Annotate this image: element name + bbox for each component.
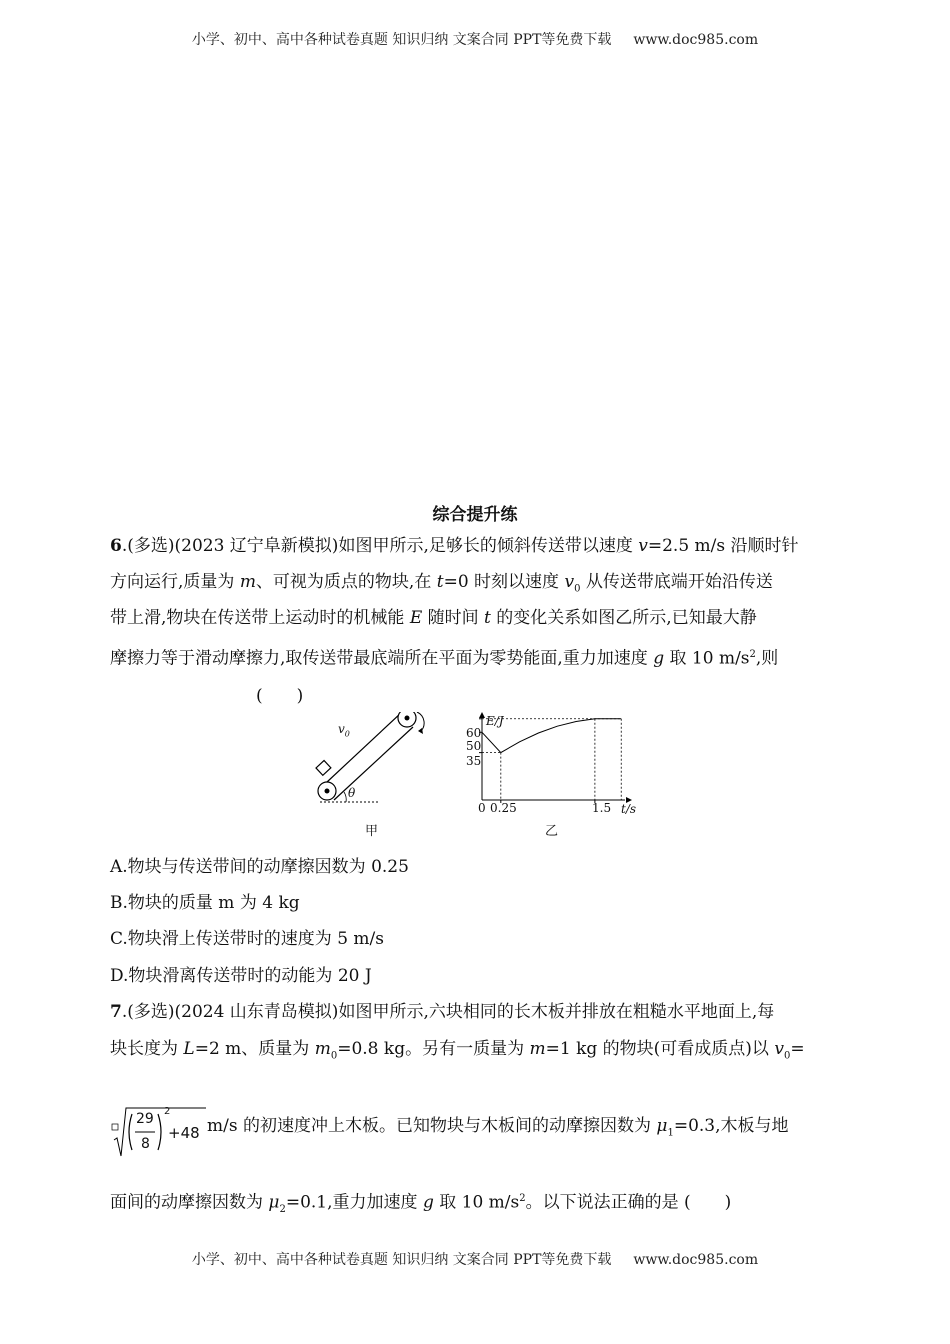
q6-option-a: A.物块与传送带间的动摩擦因数为 0.25 <box>110 857 409 877</box>
sqrt-expression <box>110 1100 210 1160</box>
footer-site[interactable]: www.doc985.com <box>633 1252 759 1268</box>
q6-text: =0 时刻以速度 <box>443 572 565 592</box>
figures <box>300 712 660 842</box>
q7-var: m <box>529 1039 546 1059</box>
block <box>316 760 331 775</box>
x-axis-label: t/s <box>621 802 637 816</box>
q7-text: m/s 的初速度冲上木板。已知物块与木板间的动摩擦因数为 <box>207 1116 657 1136</box>
q7-sup: 2 <box>519 1193 526 1204</box>
theta-label: θ <box>348 786 356 800</box>
q6-text: 取 10 m/s <box>664 648 750 669</box>
right-paren <box>158 1114 161 1150</box>
q7-text: =0.8 kg。另有一质量为 <box>337 1039 530 1059</box>
q6-option-b: B.物块的质量 m 为 4 kg <box>110 893 300 913</box>
top-roller-axle <box>405 716 410 721</box>
figure-jia <box>316 712 424 802</box>
q6-text: =2.5 m/s 沿顺时针 <box>647 536 799 556</box>
caption-jia: 甲 <box>365 824 379 839</box>
chart-guides <box>482 719 621 800</box>
q6-sup: 2 <box>749 649 756 660</box>
q7-sub: 2 <box>279 1204 286 1216</box>
y-axis-label: E/J <box>486 714 504 728</box>
origin-label: 0 <box>478 801 486 815</box>
q6-text: 带上滑,物块在传送带上运动时的机械能 <box>110 608 410 628</box>
q6-text: 、可视为质点的物块,在 <box>255 572 437 592</box>
q7-sub: 1 <box>667 1127 674 1139</box>
y-axis-arrow <box>479 712 485 718</box>
q6-text: 摩擦力等于滑动摩擦力,取传送带最底端所在平面为零势能面,重力加速度 <box>110 648 654 669</box>
q7-text: 。以下说法正确的是 ( ) <box>525 1192 732 1213</box>
q6-var: E <box>409 608 423 628</box>
q7-line-2 <box>110 1037 840 1068</box>
q6-text: ,则 <box>755 648 779 669</box>
footer-text: 小学、初中、高中各种试卷真题 知识归纳 文案合同 PPT等免费下载 <box>191 1252 612 1268</box>
q6-var: t <box>484 608 491 628</box>
section-title: 综合提升练 <box>432 505 518 525</box>
y-tick-50: 50 <box>466 739 482 753</box>
q7-number: 7 <box>110 1002 122 1022</box>
v0-sub: 0 <box>344 729 350 739</box>
q6-text: 的变化关系如图乙所示,已知最大静 <box>490 608 757 628</box>
q6-text: 随时间 <box>422 608 485 628</box>
sqrt-box <box>112 1124 118 1130</box>
q7-text: .(多选)(2024 山东青岛模拟)如图甲所示,六块相同的长木板并排放在粗糙水平地面上,每 <box>121 1002 775 1022</box>
q6-line-4 <box>110 643 840 671</box>
q7-line-4 <box>110 1187 840 1222</box>
q6-var: m <box>239 572 256 592</box>
q6-var: t <box>436 572 444 592</box>
q6-line-2 <box>110 570 840 601</box>
angle-arc <box>344 792 346 802</box>
q6-text: 方向运行,质量为 <box>110 572 240 592</box>
q7-text: =1 kg 的物块(可看成质点)以 <box>545 1039 775 1059</box>
v0-letter: v <box>338 722 345 736</box>
chart-ticks <box>479 719 595 803</box>
x-tick-0-25: 0.25 <box>490 801 517 815</box>
q7-var: m <box>314 1039 331 1059</box>
q7-var: L <box>183 1039 195 1059</box>
q7-text: =2 m、质量为 <box>194 1039 315 1059</box>
fraction-numerator: 29 <box>136 1111 154 1127</box>
q6-line-3 <box>110 606 840 630</box>
page-header <box>0 29 950 49</box>
q6-line-1 <box>110 534 840 558</box>
y-tick-60: 60 <box>466 726 482 740</box>
fraction-denominator: 8 <box>141 1136 150 1152</box>
caption-yi: 乙 <box>545 824 559 839</box>
plus-48: +48 <box>168 1124 200 1142</box>
q7-text: =0.1,重力加速度 <box>285 1192 423 1213</box>
q7-var: v <box>774 1039 784 1059</box>
q7-var: g <box>422 1192 434 1213</box>
left-paren <box>129 1114 132 1150</box>
q6-sub: 0 <box>574 583 581 595</box>
q6-var: v <box>638 536 648 556</box>
q7-text: = <box>790 1039 805 1059</box>
page-footer <box>0 1249 950 1269</box>
q6-text: .(多选)(2023 辽宁阜新模拟)如图甲所示,足够长的倾斜传送带以速度 <box>121 536 639 556</box>
q7-var: μ <box>268 1192 280 1213</box>
q6-answer-paren: ( ) <box>256 686 304 706</box>
q6-option-d: D.物块滑离传送带时的动能为 20 J <box>110 966 372 986</box>
q7-sub: 0 <box>783 1050 791 1062</box>
fraction-power: 2 <box>164 1106 171 1117</box>
q7-text: 取 10 m/s <box>433 1192 520 1213</box>
header-text: 小学、初中、高中各种试卷真题 知识归纳 文案合同 PPT等免费下载 <box>191 32 612 48</box>
clockwise-arrow <box>417 712 424 732</box>
q7-sub: 0 <box>330 1050 338 1062</box>
q7-text: 面间的动摩擦因数为 <box>110 1192 269 1213</box>
q7-text: 块长度为 <box>110 1039 184 1059</box>
q7-var: μ <box>656 1116 668 1136</box>
q6-number: 6 <box>110 536 122 556</box>
y-tick-35: 35 <box>466 754 482 768</box>
bottom-roller-axle <box>325 789 330 794</box>
q6-text: 从传送带底端开始沿传送 <box>580 572 773 592</box>
q7-text: =0.3,木板与地 <box>673 1116 789 1136</box>
v0-label <box>338 722 350 738</box>
header-site[interactable]: www.doc985.com <box>633 32 759 48</box>
q7-line-3 <box>207 1114 847 1145</box>
x-tick-1-5: 1.5 <box>592 801 612 815</box>
q6-var: g <box>653 648 665 669</box>
q6-option-c: C.物块滑上传送带时的速度为 5 m/s <box>110 929 384 949</box>
q6-var: v <box>564 572 575 592</box>
q7-line-1 <box>110 1000 840 1024</box>
